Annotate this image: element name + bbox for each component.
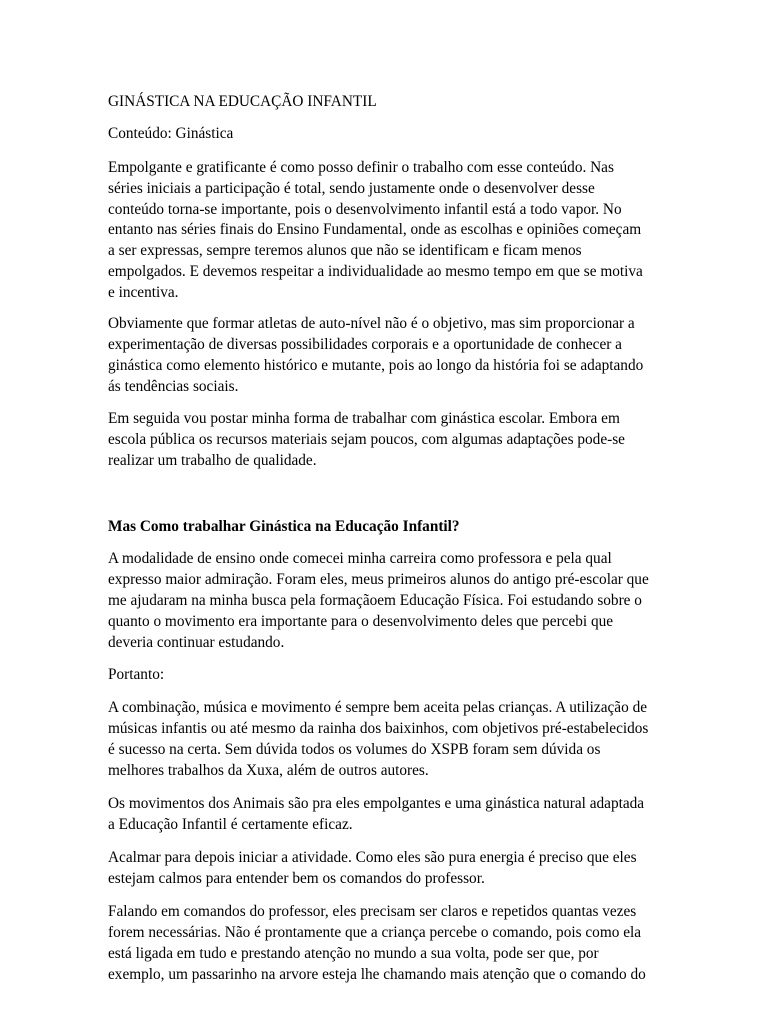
paragraph-4-line-4: quanto o movimento era importante para o desenvolvimento deles que percebi que — [108, 613, 614, 630]
paragraph-2-line-3: ginástica como elemento histórico e mutante, pois ao longo da história foi se adaptando — [108, 357, 644, 374]
paragraph-1-line-3: conteúdo torna-se importante, pois o desenvolvimento infantil está a todo vapor. No — [108, 201, 622, 218]
paragraph-1-line-7: e incentiva. — [108, 284, 179, 301]
paragraph-6-line-1: A combinação, música e movimento é sempre bem aceita pelas crianças. A utilização de — [108, 699, 648, 716]
paragraph-3-line-2: escola pública os recursos materiais sejam poucos, com algumas adaptações pode-se — [108, 431, 625, 448]
paragraph-1-line-6: empolgados. E devemos respeitar a individualidade ao mesmo tempo em que se motiva — [108, 263, 643, 280]
paragraph-3-line-1: Em seguida vou postar minha forma de trabalhar com ginástica escolar. Embora em — [108, 410, 620, 427]
paragraph-7-line-1: Os movimentos dos Animais são pra eles empolgantes e uma ginástica natural adaptada — [108, 795, 645, 812]
paragraph-2-line-4: ás tendências sociais. — [108, 378, 239, 395]
paragraph-4-line-5: deveria continuar estudando. — [108, 634, 285, 651]
paragraph-1-line-5: a ser expressas, sempre teremos alunos que não se identificam e ficam menos — [108, 242, 582, 259]
paragraph-4-line-3: me ajudaram na minha busca pela formaçãoem Educação Física. Foi estudando sobre o — [108, 592, 642, 609]
document-title: GINÁSTICA NA EDUCAÇÃO INFANTIL — [108, 93, 377, 110]
paragraph-9-line-2: forem necessárias. Não é prontamente que a criança percebe o comando, pois como ela — [108, 924, 642, 941]
paragraph-3-line-3: realizar um trabalho de qualidade. — [108, 452, 317, 469]
paragraph-1-line-4: entanto nas séries finais do Ensino Fundamental, onde as escolhas e opiniões começam — [108, 221, 642, 238]
paragraph-2-line-2: experimentação de diversas possibilidades corporais e a oportunidade de conhecer a — [108, 336, 622, 353]
paragraph-5: Portanto: — [108, 666, 165, 683]
paragraph-4-line-1: A modalidade de ensino onde comecei minha carreira como professora e pela qual — [108, 550, 612, 567]
paragraph-9-line-1: Falando em comandos do professor, eles precisam ser claros e repetidos quantas vezes — [108, 903, 637, 920]
paragraph-9-line-3: está ligada em tudo e prestando atenção no mundo a sua volta, pode ser que, por — [108, 945, 599, 962]
paragraph-2-line-1: Obviamente que formar atletas de auto-nível não é o objetivo, mas sim proporcionar a — [108, 315, 635, 332]
content-label: Conteúdo: Ginástica — [108, 125, 234, 142]
paragraph-6-line-2: músicas infantis ou até mesmo da rainha dos baixinhos, com objetivos pré-estabelecidos — [108, 720, 649, 737]
paragraph-8-line-1: Acalmar para depois iniciar a atividade. Como eles são pura energia é preciso que eles — [108, 849, 637, 866]
paragraph-4-line-2: expresso maior admiração. Foram eles, meus primeiros alunos do antigo pré-escolar que — [108, 571, 649, 588]
paragraph-6-line-3: é sucesso na certa. Sem dúvida todos os volumes do XSPB foram sem dúvida os — [108, 741, 601, 758]
paragraph-1-line-1: Empolgante e gratificante é como posso definir o trabalho com esse conteúdo. Nas — [108, 159, 614, 176]
section-subheading: Mas Como trabalhar Ginástica na Educação Infantil? — [108, 518, 460, 535]
paragraph-7-line-2: a Educação Infantil é certamente eficaz. — [108, 816, 353, 833]
paragraph-8-line-2: estejam calmos para entender bem os comandos do professor. — [108, 870, 485, 887]
paragraph-1-line-2: séries iniciais a participação é total, sendo justamente onde o desenvolver desse — [108, 180, 595, 197]
paragraph-6-line-4: melhores trabalhos da Xuxa, além de outros autores. — [108, 762, 429, 779]
paragraph-9-line-4: exemplo, um passarinho na arvore esteja lhe chamando mais atenção que o comando do — [108, 966, 646, 983]
